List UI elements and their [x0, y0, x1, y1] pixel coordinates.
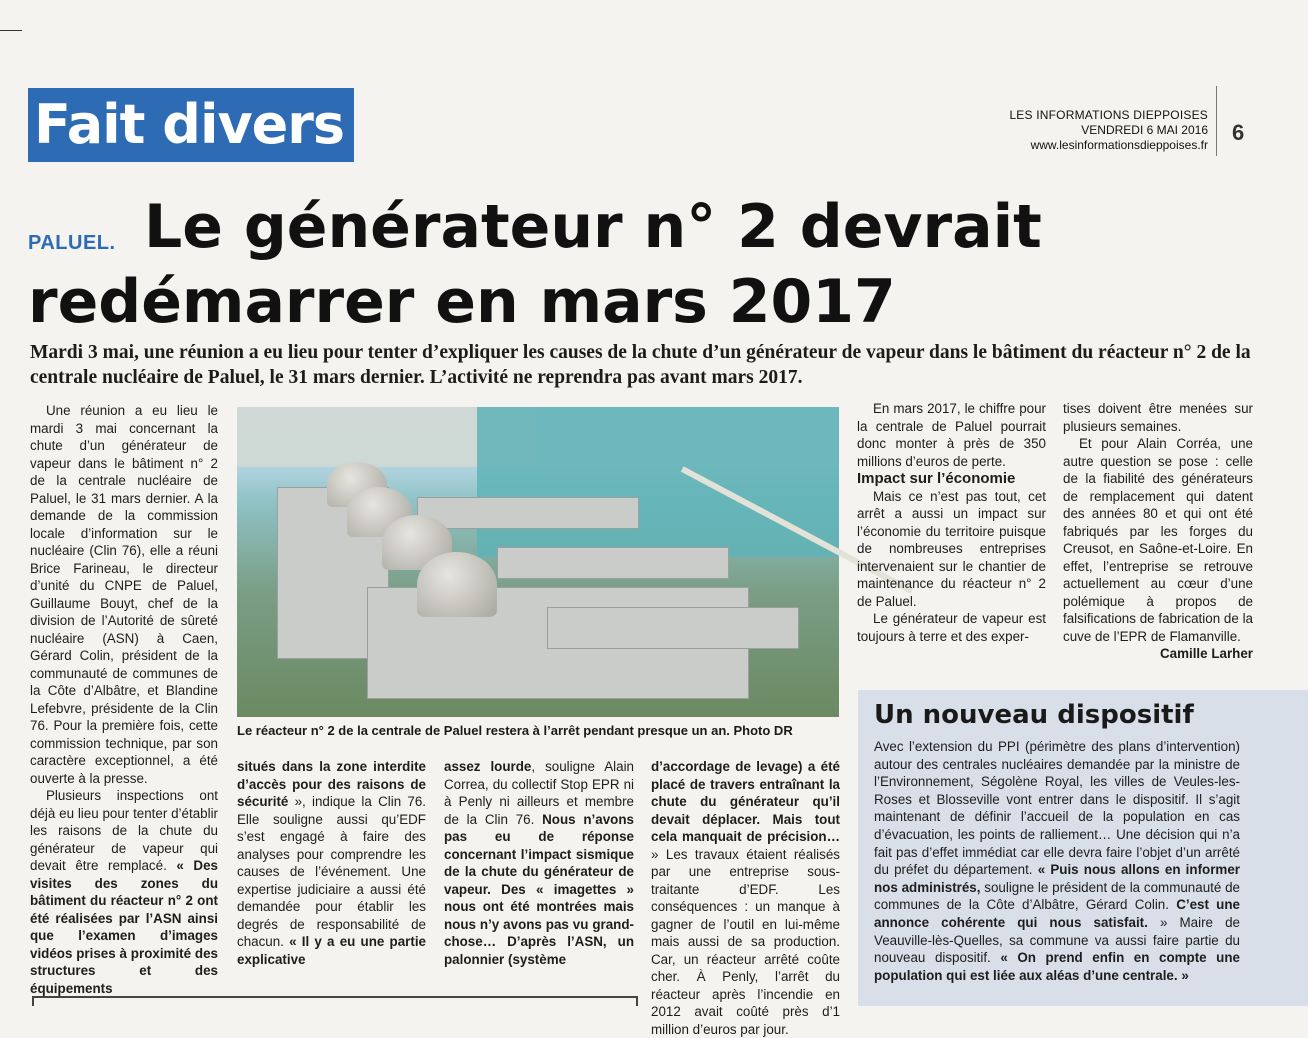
- photo-caption: Le réacteur n° 2 de la centrale de Paluel restera à l’arrêt pendant presque un an. Photo DR: [237, 723, 793, 738]
- article-column-3: [444, 758, 634, 968]
- article-headline: [28, 190, 1148, 340]
- paragraph: tises doivent être menées sur plusieurs semaines.: [1063, 401, 1253, 434]
- headline-line-2: redémarrer en mars 2017: [28, 267, 896, 337]
- author-signature: Camille Larher: [1159, 646, 1253, 661]
- article-column-2: [237, 758, 426, 968]
- paragraph: Une réunion a eu lieu le mardi 3 mai concernant la chute d’un générateur de vapeur dans le bâtiment n° 2 de la centrale nucléaire de Paluel, le 31 mars dernier. A la demande de la commission locale d’information sur le nucléaire (Clin 76), elle a réuni Brice Farineau, le directeur d’unité du CNPE de Paluel, Guillaume Bouyt, chef de la division de l’Autorité de sûreté nucléaire (ASN) à Caen, Gérard Colin, président de la communauté de communes de la Côte d’Albâtre, et Blandine Lefebvre, présidente de la Clin 76. Pour la première fois, cette commission technique, par son caractère exceptionnel, a été ouverte à la presse.: [30, 403, 218, 786]
- article-kicker: PALUEL.: [28, 232, 116, 254]
- paragraph: d’accordage de levage) a été placé de travers entraînant la chute du générateur qu’il devait déplacer. Mais tout cela manquait de précision… » Les travaux étaient réalisés par une entreprise sous-traitante d’EDF. Les conséquences : un manque à gagner de l’outil en lui-même mais aussi de sa production. Car, un réacteur arrêté coûte cher. À Penly, l’arrêt du réacteur après l’incendie en 2012 avait coûté près d’1 million d’euros par jour.: [651, 759, 840, 1037]
- paragraph: Plusieurs inspections ont déjà eu lieu pour tenter d’établir les raisons de la chute du générateur de vapeur qui devait être remplacé. « Des visites des zones du bâtiment du réacteur n° 2 ont été réalisées par l’ASN ainsi que l’examen d’images vidéos prises à proximité des structures et des équipements: [30, 788, 218, 996]
- headline-line-1: Le générateur n° 2 devrait: [144, 192, 1042, 262]
- website-url: www.lesinformationsdieppoises.fr: [1030, 138, 1208, 152]
- paragraph: Et pour Alain Corréa, une autre question se pose : celle de la fiabilité des générateurs de remplacement qui datent des années 80 et qui ont été fabriqués par les forges du Creusot, en Saône-et-Loire. En effet, l’entreprise se retrouve actuellement au cœur d’une polémique à propos de falsifications de fabrication de la cuve de l’EPR de Flamanville.: [1063, 436, 1253, 644]
- masthead-divider: [1216, 86, 1217, 156]
- paragraph: Le générateur de vapeur est toujours à terre et des exper-: [857, 611, 1046, 644]
- sidebar-text: Avec l’extension du PPI (périmètre des plans d’intervention) autour des centrales nucléaires demandée par la ministre de l’Environnement, Ségolène Royal, les villes de Veules-les-Roses et Blosseville vont entrer dans le dispositif. Il s’agit maintenant de définir l’accueil de la population en cas d’évacuation, les points de ralliement… Une décision qui n’a fait pas d’effet immédiat car elle devra faire l’objet d’un arrêté du préfet du département. « Puis nous allons en informer nos administrés, souligne le président de la communauté de communes de la Côte d’Albâtre, Gérard Colin. C’est une annonce cohérente qui nous satisfait. » Maire de Veauville-lès-Quelles, sa commune va aussi faire partie du nouveau dispositif. « On prend enfin en compte une population qui est liée aux aléas d’une centrale. »: [874, 739, 1240, 983]
- page-number: 6: [1232, 120, 1245, 145]
- next-article-frame: [32, 996, 638, 1006]
- article-photo: [237, 407, 839, 717]
- masthead: [1009, 108, 1208, 153]
- article-column-1: [30, 402, 218, 997]
- paragraph: assez lourde, souligne Alain Correa, du collectif Stop EPR ni à Penly ni ailleurs et membre de la Clin 76. Nous n’avons pas eu de réponse concernant l’impact sismique de la chute du générateur de vapeur. Des « imagettes » nous ont été montrées mais nous n’y avons pas vu grand-chose… D’après l’ASN, un palonnier (système: [444, 759, 634, 967]
- article-column-5: [857, 400, 1046, 645]
- crop-mark: [0, 30, 22, 31]
- subheading: Impact sur l’économie: [857, 470, 1016, 487]
- article-column-4: [651, 758, 840, 1038]
- paragraph: situés dans la zone interdite d’accès pour des raisons de sécurité », indique la Clin 76. Elle souligne aussi qu’EDF s’est engagé à faire des analyses pour comprendre les causes de l’événement. Une expertise judiciaire a aussi été demandée pour établir les degrés de responsabilité de chacun. « Il y a eu une partie explicative: [237, 759, 426, 967]
- section-tag: Fait divers: [28, 88, 354, 162]
- sidebar-title: Un nouveau dispositif: [874, 700, 1194, 730]
- paragraph: Mais ce n’est pas tout, cet arrêt a aussi un impact sur l’économie du territoire puisque de nombreuses entreprises intervenaient sur le chantier de maintenance du réacteur n° 2 de Paluel.: [857, 488, 1046, 609]
- paragraph: En mars 2017, le chiffre pour la centrale de Paluel pourrait donc monter à près de 350 millions d’euros de perte.: [857, 401, 1046, 469]
- paper-name: LES INFORMATIONS DIEPPOISES: [1009, 108, 1208, 122]
- article-column-6: [1063, 400, 1253, 663]
- article-lead: Mardi 3 mai, une réunion a eu lieu pour tenter d’expliquer les causes de la chute d’un générateur de vapeur dans le bâtiment du réacteur n° 2 de la centrale nucléaire de Paluel, le 31 mars dernier. L’activité ne reprendra pas avant mars 2017.: [30, 342, 1251, 388]
- issue-date: VENDREDI 6 MAI 2016: [1081, 123, 1208, 137]
